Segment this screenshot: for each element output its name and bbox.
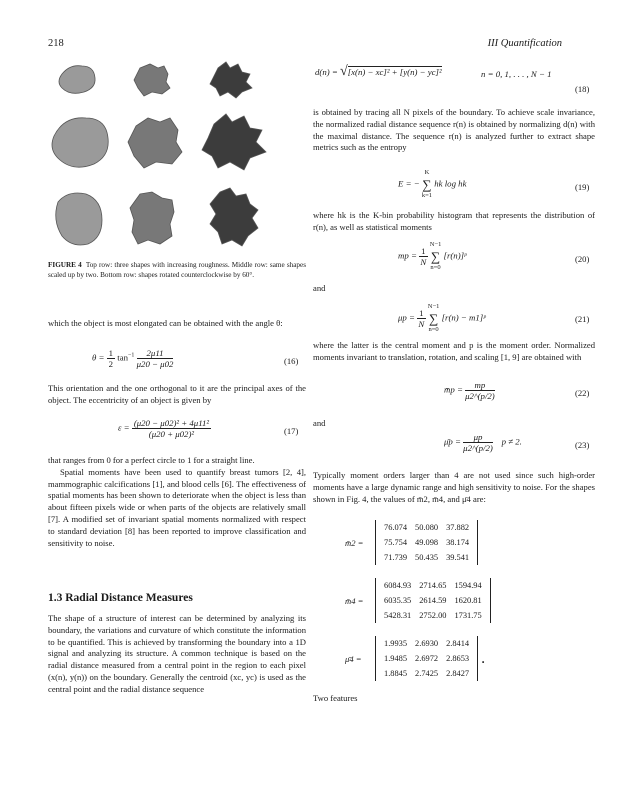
matrix-label: m̄4 = xyxy=(345,595,364,606)
matrix-2 xyxy=(345,578,494,623)
matrix-cell: 50.080 xyxy=(415,523,439,532)
shape-rough-rotated xyxy=(210,188,258,246)
shape-medium-large xyxy=(128,118,182,168)
equation-16: θ = $\frac{1}{2}$ $\tan^{-1}$ $\frac{2\mu 11}{\mu 20 - \mu 02}$ xyxy=(92,348,174,369)
shape-medium-rotated xyxy=(130,192,174,244)
matrix-cell: 1.9485 xyxy=(384,654,408,663)
running-title: III Quantification xyxy=(487,38,562,49)
shape-smooth-large xyxy=(52,118,108,167)
right-para-4: Typically moment orders larger than 4 are not used since such high-order moments have a large dynamic range and high sensitivity to noise. For the shapes shown in Fig. 4, the values of m̄2, m̄4, and μ̄4 are: xyxy=(313,470,595,504)
matrix-cell: 1.8845 xyxy=(384,669,408,678)
right-and-1: and xyxy=(313,283,326,293)
page-number: 218 xyxy=(48,38,64,49)
matrix-cell: 1731.75 xyxy=(454,611,482,620)
eq18-range: n = 0, 1, . . . , N − 1 xyxy=(481,69,552,79)
matrix-cell: 1.9935 xyxy=(384,639,408,648)
matrix-suffix: . xyxy=(481,649,486,667)
left-para-3-4: that ranges from 0 for a perfect circle to 1 for a straight line. Spatial moments have been used to quantify breast tumors [2, 4], mammographic calcifications [1], and blood cells [6]. The effectiveness of spatial moments has been shown to deteriorate when the object is less than about fifteen pixels wide or when parts of the objects are relatively small [7]. A modified set of invariant spatial moments normalized with respect to standard deviation [8] has been reported to improve classification and sensitivity to noise. xyxy=(48,455,306,548)
matrix-cell: 75.754 xyxy=(384,538,408,547)
matrix-1 xyxy=(345,520,481,565)
eq19-number: (19) xyxy=(575,182,590,192)
shape-rough-large xyxy=(202,114,266,170)
matrix-label: μ̄4 = xyxy=(345,653,362,664)
left-para-1: which the object is most elongated can be obtained with the angle θ: xyxy=(48,318,283,328)
caption-text: Top row: three shapes with increasing roughness. Middle row: same shapes scaled up by two. Bottom row: shapes rotated counterclockwise by 60°. xyxy=(48,261,306,279)
eq16-number: (16) xyxy=(284,356,299,366)
matrix-cell: 2.7425 xyxy=(415,669,439,678)
shape-smooth-rotated xyxy=(56,193,102,245)
matrix-label: m̄2 = xyxy=(345,537,364,548)
shape-smooth-small xyxy=(59,66,95,94)
shape-rough-small xyxy=(210,62,252,98)
matrix-cell: 2.6972 xyxy=(415,654,439,663)
matrix-cell: 76.074 xyxy=(384,523,408,532)
matrix-cell: 49.098 xyxy=(415,538,439,547)
eq21-number: (21) xyxy=(575,314,590,324)
eq18-number: (18) xyxy=(575,84,590,94)
matrix-cell: 1594.94 xyxy=(454,581,482,590)
equation-19: E = − K ∑ k=1 hk log hk xyxy=(398,169,467,199)
eq23-number: (23) xyxy=(575,440,590,450)
matrix-cell: 39.541 xyxy=(446,553,470,562)
equation-18: d(n) = √[x(n) − xc]² + [y(n) − yc]² xyxy=(315,64,442,79)
eq22-number: (22) xyxy=(575,388,590,398)
equation-23: μ̄p = $\frac{\mu p}{\mu 2\^{}(p/2)}$ p ≠ 2. xyxy=(444,432,522,453)
matrix-cell: 2.8653 xyxy=(446,654,470,663)
right-and-2: and xyxy=(313,418,326,428)
matrix-cell: 2.8414 xyxy=(446,639,470,648)
matrix-3 xyxy=(345,636,485,681)
matrix-cell: 6084.93 xyxy=(384,581,412,590)
right-para-2: where hk is the K-bin probability histogram that represents the distribution of r(n), as well as statistical moments xyxy=(313,210,595,232)
matrix-cell: 38.174 xyxy=(446,538,470,547)
shape-medium-small xyxy=(134,64,170,96)
equation-22: m̄p = $\frac{mp}{\mu 2\^{}(p/2)}$ xyxy=(444,380,495,401)
matrix-cell: 2614.59 xyxy=(419,596,447,605)
matrix-cell: 2714.65 xyxy=(419,581,447,590)
right-para-3: where the latter is the central moment and p is the moment order. Normalized moments invariant to translation, rotation, and scaling [1, 9] are obtained with xyxy=(313,340,595,362)
right-para-1: is obtained by tracing all N pixels of the boundary. To achieve scale invariance, the normalized radial distance sequence r(n) is obtained by normalizing d(n) with the maximal distance. The sequence r(n) is analyzed further to extract shape metrics such as the entropy xyxy=(313,107,595,153)
equation-21: μp = $\frac{1}{N}$ N−1 ∑ n=0 [r(n) − m1]ᵖ xyxy=(398,303,486,333)
figure-caption xyxy=(48,260,306,280)
matrix-cell: 50.435 xyxy=(415,553,439,562)
matrix-cell: 5428.31 xyxy=(384,611,412,620)
left-para-5: The shape of a structure of interest can be determined by analyzing its boundary, the variations and curvature of which constitute the information to be quantified. This is achieved by transforming the boundary into a 1D signal and analyzing its structure. A common technique is based on the radial distance measured from a central point in the region to each pixel (x(n), y(n)) on the boundary. Generally the centroid (xc, yc) is used as the central point and the radial distance sequence xyxy=(48,613,306,694)
caption-label: FIGURE 4 xyxy=(48,261,82,269)
matrix-cell: 1620.81 xyxy=(454,596,482,605)
eq17-number: (17) xyxy=(284,426,299,436)
right-para-5: Two features xyxy=(313,693,358,703)
matrix-cell: 71.739 xyxy=(384,553,408,562)
matrix-cell: 2752.00 xyxy=(419,611,447,620)
equation-17: ε = $\frac{\text{(μ20 − μ02)² + 4μ11²}}{\text{(μ20 + μ02)²}}$ xyxy=(118,418,209,439)
matrix-cell: 37.882 xyxy=(446,523,470,532)
section-title: 1.3 Radial Distance Measures xyxy=(48,592,193,604)
matrix-cell: 2.6930 xyxy=(415,639,439,648)
matrix-cell: 2.8427 xyxy=(446,669,470,678)
eq20-number: (20) xyxy=(575,254,590,264)
matrix-cell: 6035.35 xyxy=(384,596,412,605)
left-para-2: This orientation and the one orthogonal to it are the principal axes of the object. The eccentricity of an object is given by xyxy=(48,383,306,405)
figure-4-shapes xyxy=(40,52,300,262)
equation-20: mp = $\frac{1}{N}$ N−1 ∑ n=0 [r(n)]ᵖ xyxy=(398,241,467,271)
